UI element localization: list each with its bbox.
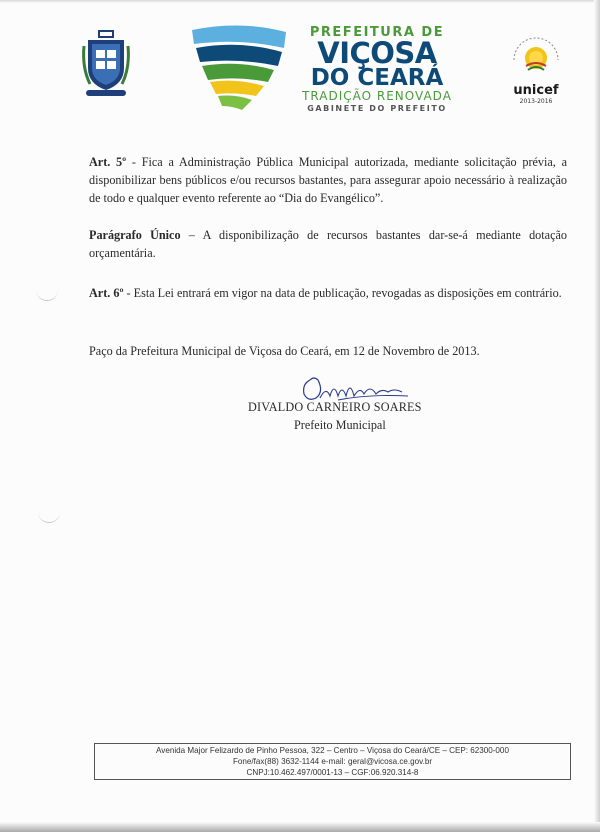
unicef-years: 2013-2016 <box>519 98 553 105</box>
scan-edge <box>0 822 600 832</box>
punch-hole-mark <box>36 286 58 301</box>
municipal-crest-icon <box>80 28 132 100</box>
unicef-name: unicef <box>513 83 559 98</box>
article-5-text: - Fica a Administração Pública Municipal autorizada, mediante solicitação prévia, a disponibilizar bens públicos e/ou recursos bastantes, para assegurar apoio necessário à realização de todo e qualquer evento referente ao “Dia do Evangélico”. <box>89 155 568 205</box>
city-logo-icon <box>190 22 288 114</box>
brand-slogan-text: TRADIÇÃO RENOVADA <box>302 89 452 103</box>
brand-cabinet-text: GABINETE DO PREFEITO <box>307 104 447 113</box>
article-5-label: Art. 5º <box>89 155 127 169</box>
punch-hole-mark <box>38 508 60 523</box>
signer-name: DIVALDO CARNEIRO SOARES <box>248 400 422 414</box>
footer-address-box <box>94 743 571 780</box>
footer-address: Avenida Major Felizardo de Pinho Pessoa, 322 – Centro – Viçosa do Ceará/CE – CEP: 62300-000 <box>156 746 509 755</box>
sole-paragraph-label: Parágrafo Único <box>89 228 181 242</box>
footer-contact: Fone/fax(88) 3632-1144 e-mail: geral@vicosa.ce.gov.br <box>232 757 433 766</box>
signer-title: Prefeito Municipal <box>294 418 386 432</box>
brand-city-text: VIÇOSA <box>317 36 437 70</box>
article-6 <box>89 284 567 302</box>
unicef-sun-icon <box>506 30 566 74</box>
article-6-label: Art. 6º <box>89 286 124 300</box>
unicef-seal <box>506 30 566 106</box>
scan-edge <box>0 0 600 3</box>
city-brand <box>297 26 457 115</box>
article-6-text: - Esta Lei entrará em vigor na data de publicação, revogadas as disposições em contrário. <box>123 286 562 300</box>
footer-registration: CNPJ:10.462.497/0001-13 – CGF:06.920.314-8 <box>246 768 419 777</box>
sole-paragraph-text: – A disponibilização de recursos bastantes dar-se-á mediante dotação orçamentária. <box>89 228 567 260</box>
article-5 <box>89 153 567 207</box>
scan-edge <box>594 0 600 832</box>
sole-paragraph <box>89 226 567 262</box>
brand-state-text: DO CEARÁ <box>310 65 444 91</box>
closing-line: Paço da Prefeitura Municipal de Viçosa do Ceará, em 12 de Novembro de 2013. <box>89 344 480 358</box>
brand-top-text: PREFEITURA DE <box>309 25 445 40</box>
